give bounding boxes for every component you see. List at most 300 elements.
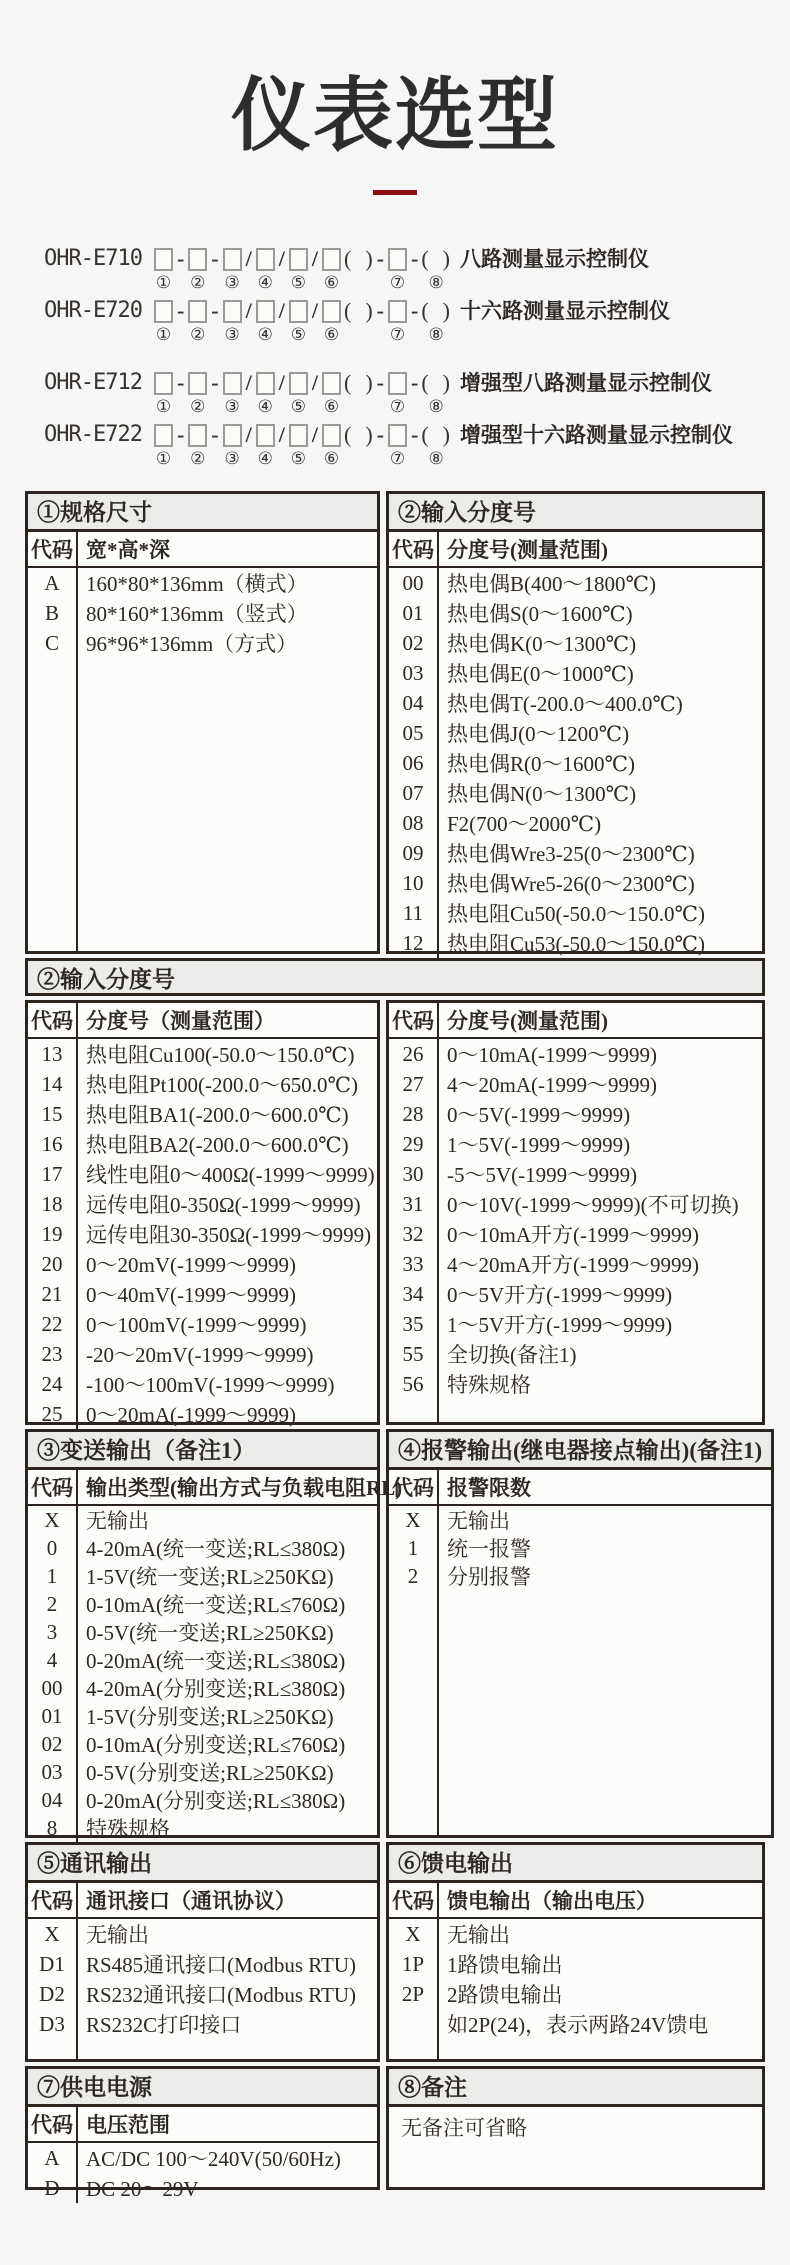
model-slot [320,421,343,471]
code-box-wrap [287,297,310,325]
page [0,68,790,2265]
model-slot [152,245,175,295]
desc-cell: 热电偶K(0～1300℃) [447,632,637,656]
table-row [389,1069,762,1099]
code-box-wrap [254,297,277,325]
circled-number: ② [190,325,206,344]
desc-cell: 0～100mV(-1999～9999) [86,1313,307,1337]
section-input-b-title [25,958,765,996]
model-code: OHR-E720 [44,298,142,323]
code-cell: 02 [41,1731,63,1756]
code-box-wrap [386,245,409,273]
model-label: 八路测量显示控制仪 [459,247,649,271]
model-slot [386,421,409,471]
comm-table [28,1883,377,2059]
separator: / [245,370,252,395]
code-header-cell: 代码 [392,1476,434,1500]
code-box-wrap [287,421,310,449]
table-row [28,1534,377,1562]
desc-header-cell: 馈电输出（输出电压） [447,1889,657,1913]
model-slot [310,421,320,471]
code-box-wrap [386,297,409,325]
desc-cell: 无输出 [447,1923,510,1947]
desc-header-cell: 分度号(测量范围) [447,538,608,562]
circled-number: ① [155,325,172,344]
circled-number [247,325,251,347]
desc-cell: 远传电阻30-350Ω(-1999～9999) [86,1223,372,1247]
separator: / [311,246,318,271]
model-slot [244,245,254,295]
model-slot [287,369,310,419]
model-ordering-guide [44,245,790,471]
code-cell: 23 [41,1341,63,1366]
desc-cell: 1～5V(-1999～9999) [447,1133,631,1157]
desc-cell: RS232通讯接口(Modbus RTU) [86,1983,357,2007]
desc-cell: 热电偶S(0～1600℃) [447,602,633,626]
model-slot [209,245,220,295]
desc-cell: 0-5V(分别变送;RL≥250KΩ) [86,1761,334,1785]
circled-number [280,397,284,419]
table-row [28,1979,377,2009]
circled-number: ② [190,449,206,468]
desc-cell: 热电偶E(0～1000℃) [447,662,634,686]
code-box-wrap [186,297,209,325]
table-header-row [389,1470,771,1506]
section-input-b-left [25,1000,380,1425]
paren-group: ( ) [344,370,374,395]
code-cell: 07 [402,780,424,805]
desc-cell: -20～20mV(-1999～9999) [86,1343,314,1367]
separator: - [376,246,384,271]
desc-cell: 0-20mA(统一变送;RL≤380Ω) [86,1649,346,1673]
desc-cell: 4～20mA开方(-1999～9999) [447,1253,699,1277]
table-row [28,1099,377,1129]
section-comm [25,1842,380,2062]
table-row [389,838,762,868]
model-slot [209,297,220,347]
desc-cell: 统一报警 [447,1537,531,1561]
table-row [28,1369,377,1399]
table-row [389,808,762,838]
desc-cell: 0～5V开方(-1999～9999) [447,1283,673,1307]
desc-header-cell: 宽*高*深 [86,538,170,562]
model-slot [277,421,287,471]
desc-cell: F2(700～2000℃) [447,812,602,836]
code-box-wrap [152,245,175,273]
circled-number: ④ [257,397,273,416]
code-cell: 0 [46,1535,58,1560]
code-cell: 12 [402,930,424,955]
code-cell: 05 [402,720,424,745]
circled-number: ⑤ [290,449,306,468]
code-cell: 16 [41,1131,63,1156]
section-feed [386,1842,765,2062]
table-row [28,2009,377,2039]
code-cell: 04 [41,1787,63,1812]
circled-number: ④ [257,273,273,292]
circled-number: ③ [224,273,240,292]
table-row [389,1369,762,1399]
model-slot [186,421,209,471]
desc-cell: AC/DC 100～240V(50/60Hz) [86,2147,341,2171]
code-box-wrap [186,369,209,397]
circled-number [378,449,382,471]
desc-cell: RS485通讯接口(Modbus RTU) [86,1953,357,1977]
table-row [389,628,762,658]
desc-cell: 全切换(备注1) [447,1343,577,1367]
desc-cell: 热电阻Cu50(-50.0～150.0℃) [447,902,705,926]
code-box-wrap [386,369,409,397]
transmit-table [28,1470,403,1842]
paren-group: ( ) [421,246,451,271]
code-cell: 33 [402,1251,424,1276]
table-row [28,1249,377,1279]
paren-group: ( ) [421,370,451,395]
table-row [28,1129,377,1159]
table-row [28,1674,377,1702]
section-title: ②输入分度号 [28,961,762,993]
code-cell: 1 [407,1535,419,1560]
code-cell: 2 [46,1591,58,1616]
model-slot [343,297,375,347]
code-box [256,372,275,395]
model-slot [310,369,320,419]
separator: / [278,246,285,271]
code-cell: 21 [41,1281,63,1306]
desc-cell: 0～10V(-1999～9999)(不可切换) [447,1193,739,1217]
code-box [188,248,207,271]
code-box-wrap [186,421,209,449]
code-box [388,372,407,395]
table-row [28,1039,377,1069]
circled-number: ② [190,273,206,292]
table-row [28,1279,377,1309]
table-row [28,1618,377,1646]
code-box-wrap [287,369,310,397]
desc-cell: DC 20～29V [86,2177,199,2201]
model-slot [409,369,420,419]
model-slot [343,421,375,471]
code-cell: A [44,2145,60,2170]
table-row [28,2143,377,2173]
code-cell: X [44,1921,60,1946]
code-cell: X [405,1507,421,1532]
code-box [223,248,242,271]
model-slot [221,421,244,471]
spec-table [28,532,377,951]
circled-number: ⑧ [428,397,444,416]
code-box-wrap [254,421,277,449]
separator: / [311,422,318,447]
code-box [289,424,308,447]
desc-cell: 1～5V开方(-1999～9999) [447,1313,673,1337]
circled-number [313,325,317,347]
note-table [389,2107,762,2187]
code-cell: 14 [41,1071,63,1096]
table-row [389,568,762,598]
code-box [388,248,407,271]
table-row [389,1949,762,1979]
section-power [25,2066,380,2201]
table-row [389,1099,762,1129]
separator: - [410,246,419,271]
code-cell: X [44,1507,60,1532]
circled-number [213,449,217,471]
code-box [188,372,207,395]
model-slot [375,369,386,419]
code-header-cell: 代码 [392,1889,434,1913]
circled-number [280,449,284,471]
desc-cell: 1-5V(统一变送;RL≥250KΩ) [86,1565,334,1589]
section-input-a [386,491,765,954]
desc-cell: 线性电阻0～400Ω(-1999～9999) [86,1163,375,1187]
code-cell: 1P [401,1951,425,1976]
desc-cell: 热电阻Cu100(-50.0～150.0℃) [86,1043,355,1067]
desc-cell: 0～40mV(-1999～9999) [86,1283,296,1307]
code-box [154,248,173,271]
desc-cell: 4-20mA(统一变送;RL≤380Ω) [86,1537,346,1561]
model-label: 增强型八路测量显示控制仪 [459,371,712,395]
code-box [388,300,407,323]
table-row [28,628,377,658]
code-box [154,372,173,395]
separator: / [245,422,252,447]
section-title: ⑦供电电源 [28,2069,377,2107]
separator: / [278,298,285,323]
table-row [28,1646,377,1674]
code-cell: 2 [407,1563,419,1588]
code-header-cell: 代码 [31,538,73,562]
code-box-wrap [320,421,343,449]
input-b-right-table [389,1003,762,1422]
code-cell: 3 [46,1619,58,1644]
code-cell: 34 [402,1281,424,1306]
model-slot [221,297,244,347]
section-title: ③变送输出（备注1） [28,1432,377,1470]
code-cell: C [44,630,59,655]
circled-number [179,397,183,419]
table-row [389,718,762,748]
model-slot [175,421,186,471]
model-slot [287,421,310,471]
desc-header-cell: 报警限数 [447,1476,531,1500]
model-slot [287,297,310,347]
code-cell: 35 [402,1311,424,1336]
circled-number: ③ [224,397,240,416]
code-box-wrap [320,369,343,397]
table-row [28,1730,377,1758]
table-row [389,658,762,688]
section-title: ⑤通讯输出 [28,1845,377,1883]
selection-table [25,491,765,2201]
model-slot [277,369,287,419]
desc-cell: 0-10mA(统一变送;RL≤760Ω) [86,1593,346,1617]
desc-cell: -5～5V(-1999～9999) [447,1163,638,1187]
separator: - [211,246,219,271]
code-box-wrap [186,245,209,273]
code-cell: 13 [41,1041,63,1066]
code-header-cell: 代码 [392,1009,434,1033]
table-header-row [28,1470,403,1506]
code-cell: B [44,600,59,625]
circled-number: ⑥ [323,325,340,344]
code-cell: 56 [402,1371,424,1396]
table-header-row [389,1003,762,1039]
circled-number [280,325,284,347]
separator: / [278,422,285,447]
table-row [28,1949,377,1979]
circled-number [213,397,217,419]
paren-group: ( ) [344,246,374,271]
code-cell: 00 [402,570,424,595]
table-row [28,1399,377,1429]
table-header-row [389,1883,762,1919]
desc-cell: 2路馈电输出 [447,1983,563,2007]
separator: / [311,370,318,395]
circled-number [357,397,361,419]
circled-number [357,449,361,471]
model-slot [320,369,343,419]
desc-cell: 80*160*136mm（竖式） [86,602,308,626]
separator: - [211,422,219,447]
model-slot [277,245,287,295]
power-table [28,2107,377,2203]
desc-cell: 0～10mA(-1999～9999) [447,1043,657,1067]
table-row [28,2173,377,2203]
code-box [388,424,407,447]
code-cell: D1 [39,1951,65,1976]
model-slot [420,297,452,347]
row-power-note [25,2066,765,2201]
model-slot [221,245,244,295]
model-line [44,297,790,347]
desc-cell: 4～20mA(-1999～9999) [447,1073,657,1097]
section-title: ②输入分度号 [389,494,762,532]
code-box-wrap [254,245,277,273]
desc-cell: RS232C打印接口 [86,2013,242,2037]
code-cell: 27 [402,1071,424,1096]
code-box [322,248,341,271]
separator: - [176,370,185,395]
model-code: OHR-E710 [44,246,142,271]
paren-group: ( ) [344,422,374,447]
table-row [28,1919,377,1949]
desc-cell: 特殊规格 [447,1373,531,1397]
model-slot [287,245,310,295]
alarm-table [389,1470,771,1835]
model-slot [221,369,244,419]
model-slot [409,421,420,471]
table-header-row [28,1883,377,1919]
desc-header-cell: 通讯接口（通讯协议） [86,1889,296,1913]
circled-number: ⑥ [323,397,340,416]
model-slot [420,245,452,295]
circled-number: ⑦ [389,449,406,468]
code-cell: 55 [402,1341,424,1366]
desc-cell: 远传电阻0-350Ω(-1999～9999) [86,1193,361,1217]
code-cell: 29 [402,1131,424,1156]
desc-cell: 热电偶N(0～1300℃) [447,782,637,806]
row-spec-input [25,491,765,954]
model-label: 十六路测量显示控制仪 [459,299,670,323]
code-box-wrap [152,297,175,325]
code-cell: 19 [41,1221,63,1246]
circled-number: ⑤ [290,325,306,344]
table-row [28,1758,377,1786]
table-row [389,1159,762,1189]
circled-number: ⑧ [428,273,444,292]
code-box [154,300,173,323]
model-slot [254,245,277,295]
code-box-wrap [320,245,343,273]
desc-cell: 0～5V(-1999～9999) [447,1103,631,1127]
table-row [28,1562,377,1590]
code-box-wrap [221,245,244,273]
circled-number [247,449,251,471]
circled-number [413,273,417,295]
model-slot [244,369,254,419]
circled-number [378,397,382,419]
desc-cell: 热电偶R(0～1600℃) [447,752,635,776]
circled-number [357,325,361,347]
section-title: ⑥馈电输出 [389,1845,762,1883]
input-b-left-table [28,1003,377,1429]
desc-cell: 96*96*136mm（方式） [86,632,298,656]
table-row [389,1562,771,1590]
table-row [389,1279,762,1309]
table-row [28,1339,377,1369]
code-cell: 06 [402,750,424,775]
model-slot [152,297,175,347]
model-slot [254,369,277,419]
circled-number: ② [190,397,206,416]
code-box [256,248,275,271]
code-header-cell: 代码 [31,2113,73,2137]
code-cell: 03 [41,1759,63,1784]
circled-number [413,397,417,419]
desc-cell: 0-20mA(分别变送;RL≤380Ω) [86,1789,346,1813]
model-slot [320,297,343,347]
circled-number: ⑧ [428,325,444,344]
model-slot [209,421,220,471]
circled-number [357,273,361,295]
table-row [389,1249,762,1279]
code-box-wrap [152,421,175,449]
desc-cell: 4-20mA(分别变送;RL≤380Ω) [86,1677,346,1701]
model-code: OHR-E722 [44,422,142,447]
row-input-b-title [25,958,765,996]
table-row [28,1702,377,1730]
table-row [389,1919,762,1949]
model-slot [244,297,254,347]
circled-number [313,397,317,419]
code-box-wrap [221,297,244,325]
separator: - [211,298,219,323]
desc-cell: 热电偶J(0～1200℃) [447,722,630,746]
model-slot [152,369,175,419]
table-row [28,1814,377,1842]
code-cell: 4 [46,1647,58,1672]
table-row [389,868,762,898]
page-title: 仪表选型 [231,71,559,160]
circled-number: ⑤ [290,273,306,292]
table-row [389,1189,762,1219]
row-comm-feed [25,1842,765,2062]
desc-header-cell: 电压范围 [86,2113,170,2137]
section-alarm [386,1429,774,1838]
circled-number [213,325,217,347]
code-box-wrap [221,369,244,397]
